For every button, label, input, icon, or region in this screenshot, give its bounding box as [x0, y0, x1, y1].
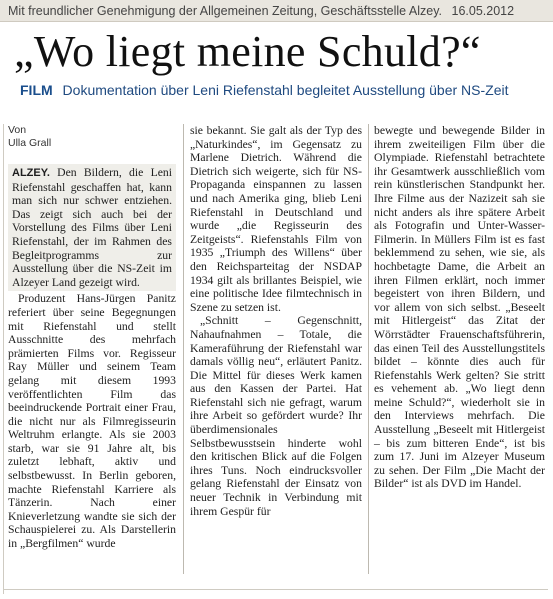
article-column-2	[190, 124, 362, 518]
publication-date: 16.05.2012	[451, 4, 515, 18]
column-divider-1	[183, 124, 184, 574]
byline-prefix: Von	[8, 124, 27, 136]
intro-paragraph	[12, 166, 172, 289]
article-column-3	[374, 124, 545, 491]
paragraph: „Schnitt – Gegenschnitt, Nahaufnahmen – Totale, die Kameraführung der Riefenstahl war damals völlig neu“, erläutert Panitz. Die Mittel für dieses Werk kamen aus den Kassen der Partei. Hat Riefenstahl sich nie gefragt, warum ihre Arbeit so gefördert wurde? Ihr überdimensionales Selbstbewusstsein hinderte wohl den kritischen Blick auf die Folgen ihres Tuns. Noch eindrucksvoller gelang Riefenstahl der Einsatz von neuer Technik in Verbindung mit ihrem Gespür für	[190, 314, 362, 518]
byline	[8, 124, 176, 150]
article-subheadline	[20, 79, 545, 101]
intro-text: Den Bildern, die Leni Riefenstahl geschaffen hat, kann man sich nur schwer entziehen. Das zeigt sich auch bei der Vorstellung des Films über Leni Riefenstahl, der im Rahmen des Begleitprogramms zur Ausstellung über die NS-Zeit im Alzeyer Land gezeigt wird.	[12, 166, 172, 289]
byline-author: Ulla Grall	[8, 137, 52, 149]
paragraph: sie bekannt. Sie galt als der Typ des „Naturkindes“, im Gegensatz zu Marlene Dietrich. Während die Dietrich sich weigerte, sich für NS-Propaganda einspannen zu lassen und nach Amerika ging, blieb Leni Riefenstahl in Deutschland und wurde „die Regisseurin des Zeitgeists“. Riefenstahls Film von 1935 „Triumph des Willens“ über den Reichsparteitag der NSDAP 1934 gilt als brillantes Beispiel, wie eine politische Idee filmtechnisch in Szene zu setzen ist.	[190, 124, 362, 314]
subheadline-text: Dokumentation über Leni Riefenstahl begleitet Ausstellung über NS-Zeit	[62, 82, 509, 98]
left-border	[3, 124, 4, 594]
dateline: ALZEY.	[12, 167, 50, 179]
paragraph: bewegte und bewegende Bilder in ihrem zweiteiligen Film über die Olympiade. Riefenstahl betrachtete ihr Gesamtwerk ausschließlich vom rein künstlerischen Standpunkt her. Ihre Filme aus der Nazizeit sah sie nicht anders als ihre spätere Arbeit als Fotografin und Unter-Wasser-Filmerin. In Müllers Film ist es fast beklemmend zu sehen, wie sie, als hochbetagte Dame, die Arbeit an ihren Filmen erklärt, noch immer begeistert von ihren Bildern, und vor allem von sich selbst. „Beseelt mit Hitlergeist“ das Zitat der Wörrstädter Frauenschaftsführerin, das einen Teil des Ausstellungstitels bildet – könnte dies auch für Riefenstahls Werk gelten? Sie stritt es vehement ab. „Wo liegt denn meine Schuld?“, wiederholt sie in den Interviews mehrfach. Die Ausstellung „Beseelt mit Hitlergeist – bis zum bitteren Ende“, ist bis zum 17. Juni im Alzeyer Museum zu sehen. Der Film „Die Macht der Bilder“ ist als DVD im Handel.	[374, 124, 545, 491]
column-divider-2	[368, 124, 369, 574]
permission-text: Mit freundlicher Genehmigung der Allgemeinen Zeitung, Geschäftsstelle Alzey.	[8, 4, 443, 18]
permission-header	[0, 0, 553, 22]
intro-box	[8, 164, 176, 291]
article-column-1	[8, 124, 176, 551]
article-headline: „Wo liegt meine Schuld?“	[14, 27, 481, 76]
section-tag: FILM	[20, 82, 53, 98]
paragraph: Produzent Hans-Jürgen Panitz referiert über seine Begegnungen mit Riefenstahl und stellt Ausschnitte des mehrfach prämierten Films vor. Regisseur Ray Müller und seinem Team gelang mit diesem 1993 veröffentlichten Film das beeindruckende Portrait einer Frau, die nicht nur als Filmregisseurin Weltruhm erlangte. Als sie 2003 starb, war sie 91 Jahre alt, bis zuletzt lebhaft, aktiv und selbstbewusst. In Berlin geboren, machte Riefenstahl Karriere als Tänzerin. Nach einer Knieverletzung wandte sie sich der Schauspielerei zu. Als Darstellerin in „Bergfilmen“ wurde	[8, 292, 176, 551]
bottom-border	[3, 589, 548, 590]
